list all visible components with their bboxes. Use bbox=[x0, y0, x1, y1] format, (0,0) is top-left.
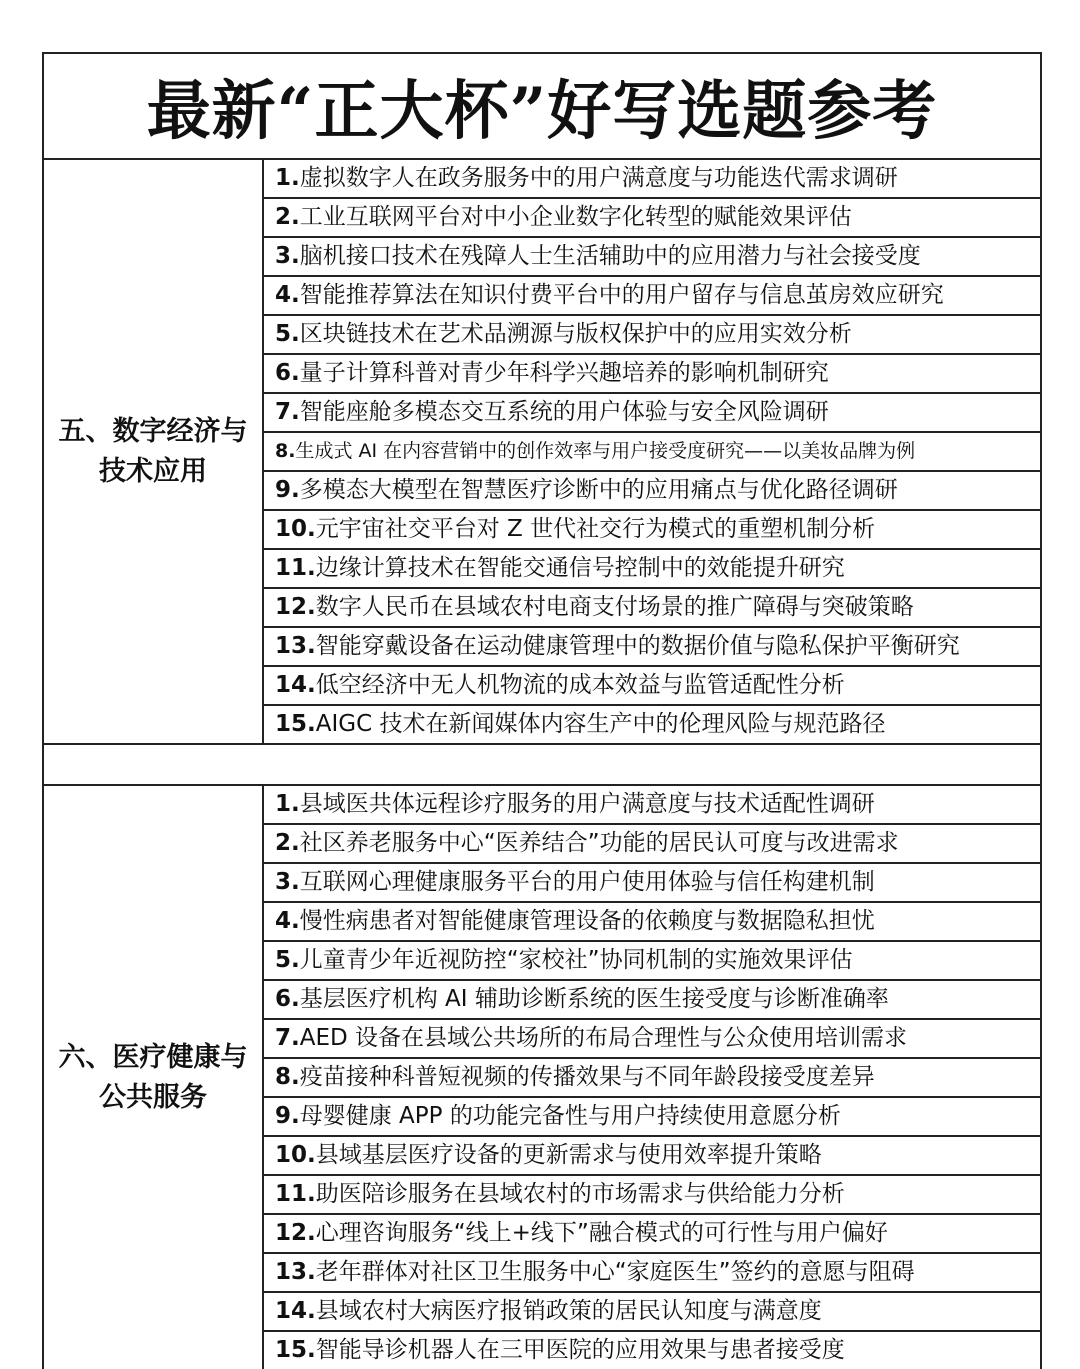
topic-text: 低空经济中无人机物流的成本效益与监管适配性分析 bbox=[315, 672, 845, 698]
topic-row bbox=[264, 628, 1040, 667]
spacer-row bbox=[44, 745, 1040, 786]
topic-number: 6. bbox=[275, 986, 300, 1012]
category-cell bbox=[44, 786, 264, 1369]
topic-text: AIGC 技术在新闻媒体内容生产中的伦理风险与规范路径 bbox=[315, 711, 886, 737]
topic-text: 智能推荐算法在知识付费平台中的用户留存与信息茧房效应研究 bbox=[299, 282, 944, 308]
topic-row bbox=[264, 511, 1040, 550]
topic-text: 儿童青少年近视防控“家校社”协同机制的实施效果评估 bbox=[299, 947, 853, 973]
topic-number: 12. bbox=[275, 1220, 316, 1246]
topic-row bbox=[264, 903, 1040, 942]
topic-number: 11. bbox=[275, 555, 316, 581]
topic-row bbox=[264, 786, 1040, 825]
topic-number: 12. bbox=[275, 594, 316, 620]
category-label: 五、数字经济与技术应用 bbox=[58, 415, 248, 487]
topic-row bbox=[264, 667, 1040, 706]
topic-text: 区块链技术在艺术品溯源与版权保护中的应用实效分析 bbox=[299, 321, 852, 347]
section-healthcare bbox=[44, 786, 1040, 1369]
topic-number: 13. bbox=[275, 1259, 316, 1285]
topic-text: 边缘计算技术在智能交通信号控制中的效能提升研究 bbox=[315, 555, 845, 581]
topic-number: 10. bbox=[275, 1142, 316, 1168]
topic-text: 智能穿戴设备在运动健康管理中的数据价值与隐私保护平衡研究 bbox=[315, 633, 960, 659]
topic-number: 15. bbox=[275, 711, 316, 737]
category-label: 六、医疗健康与公共服务 bbox=[58, 1041, 248, 1113]
topic-text: 智能座舱多模态交互系统的用户体验与安全风险调研 bbox=[299, 399, 829, 425]
topic-row bbox=[264, 550, 1040, 589]
topic-text: 元宇宙社交平台对 Z 世代社交行为模式的重塑机制分析 bbox=[315, 516, 876, 542]
topic-row bbox=[264, 316, 1040, 355]
topic-row bbox=[264, 433, 1040, 472]
topic-number: 8. bbox=[275, 1064, 300, 1090]
topic-row bbox=[264, 277, 1040, 316]
topic-text: 脑机接口技术在残障人士生活辅助中的应用潜力与社会接受度 bbox=[299, 243, 921, 269]
topic-text: 生成式 AI 在内容营销中的创作效率与用户接受度研究——以美妆品牌为例 bbox=[295, 440, 916, 462]
topic-number: 4. bbox=[275, 282, 300, 308]
topic-row bbox=[264, 1176, 1040, 1215]
topic-text: 虚拟数字人在政务服务中的用户满意度与功能迭代需求调研 bbox=[299, 165, 898, 191]
category-cell bbox=[44, 160, 264, 743]
topic-row bbox=[264, 472, 1040, 511]
topic-row bbox=[264, 238, 1040, 277]
topic-row bbox=[264, 1059, 1040, 1098]
topic-text: 心理咨询服务“线上+线下”融合模式的可行性与用户偏好 bbox=[315, 1220, 888, 1246]
topic-row bbox=[264, 1215, 1040, 1254]
topic-number: 2. bbox=[275, 830, 300, 856]
topic-row bbox=[264, 1020, 1040, 1059]
topic-text: 老年群体对社区卫生服务中心“家庭医生”签约的意愿与阻碍 bbox=[315, 1259, 915, 1285]
topic-row bbox=[264, 1293, 1040, 1332]
topic-text: 县域农村大病医疗报销政策的居民认知度与满意度 bbox=[315, 1298, 822, 1324]
topic-table bbox=[42, 52, 1042, 1369]
topic-text: AED 设备在县域公共场所的布局合理性与公众使用培训需求 bbox=[299, 1025, 908, 1051]
topic-number: 15. bbox=[275, 1337, 316, 1363]
topic-text: 智能导诊机器人在三甲医院的应用效果与患者接受度 bbox=[315, 1337, 845, 1363]
topic-row bbox=[264, 864, 1040, 903]
topic-number: 9. bbox=[275, 1103, 300, 1129]
topic-row bbox=[264, 1098, 1040, 1137]
topic-row bbox=[264, 942, 1040, 981]
page-title: 最新“正大杯”好写选题参考 bbox=[146, 74, 938, 149]
topic-text: 基层医疗机构 AI 辅助诊断系统的医生接受度与诊断准确率 bbox=[299, 986, 889, 1012]
topic-text: 母婴健康 APP 的功能完备性与用户持续使用意愿分析 bbox=[299, 1103, 841, 1129]
topic-text: 县域基层医疗设备的更新需求与使用效率提升策略 bbox=[315, 1142, 822, 1168]
topic-number: 1. bbox=[275, 165, 300, 191]
topic-number: 3. bbox=[275, 869, 300, 895]
topic-text: 县域医共体远程诊疗服务的用户满意度与技术适配性调研 bbox=[299, 791, 875, 817]
topic-number: 9. bbox=[275, 477, 300, 503]
topic-text: 工业互联网平台对中小企业数字化转型的赋能效果评估 bbox=[299, 204, 852, 230]
topic-text: 数字人民币在县域农村电商支付场景的推广障碍与突破策略 bbox=[315, 594, 914, 620]
topic-number: 5. bbox=[275, 321, 300, 347]
topic-text: 量子计算科普对青少年科学兴趣培养的影响机制研究 bbox=[299, 360, 829, 386]
topic-number: 14. bbox=[275, 672, 316, 698]
topic-number: 11. bbox=[275, 1181, 316, 1207]
topic-row bbox=[264, 1332, 1040, 1369]
topic-number: 5. bbox=[275, 947, 300, 973]
topic-row bbox=[264, 355, 1040, 394]
topic-list bbox=[264, 786, 1040, 1369]
topic-row bbox=[264, 394, 1040, 433]
topic-row bbox=[264, 589, 1040, 628]
topic-row bbox=[264, 706, 1040, 743]
topic-row bbox=[264, 1254, 1040, 1293]
topic-number: 2. bbox=[275, 204, 300, 230]
topic-number: 10. bbox=[275, 516, 316, 542]
topic-number: 7. bbox=[275, 1025, 300, 1051]
topic-number: 3. bbox=[275, 243, 300, 269]
topic-text: 助医陪诊服务在县域农村的市场需求与供给能力分析 bbox=[315, 1181, 845, 1207]
topic-text: 疫苗接种科普短视频的传播效果与不同年龄段接受度差异 bbox=[299, 1064, 875, 1090]
topic-row bbox=[264, 1137, 1040, 1176]
topic-number: 7. bbox=[275, 399, 300, 425]
topic-text: 慢性病患者对智能健康管理设备的依赖度与数据隐私担忧 bbox=[299, 908, 875, 934]
topic-number: 14. bbox=[275, 1298, 316, 1324]
title-row bbox=[44, 54, 1040, 160]
topic-number: 6. bbox=[275, 360, 300, 386]
topic-number: 1. bbox=[275, 791, 300, 817]
topic-number: 13. bbox=[275, 633, 316, 659]
topic-number: 8. bbox=[275, 440, 296, 462]
topic-number: 4. bbox=[275, 908, 300, 934]
topic-text: 社区养老服务中心“医养结合”功能的居民认可度与改进需求 bbox=[299, 830, 899, 856]
section-digital-economy bbox=[44, 160, 1040, 745]
topic-row bbox=[264, 199, 1040, 238]
topic-row bbox=[264, 981, 1040, 1020]
topic-row bbox=[264, 825, 1040, 864]
topic-list bbox=[264, 160, 1040, 743]
topic-text: 多模态大模型在智慧医疗诊断中的应用痛点与优化路径调研 bbox=[299, 477, 898, 503]
topic-text: 互联网心理健康服务平台的用户使用体验与信任构建机制 bbox=[299, 869, 875, 895]
topic-row bbox=[264, 160, 1040, 199]
